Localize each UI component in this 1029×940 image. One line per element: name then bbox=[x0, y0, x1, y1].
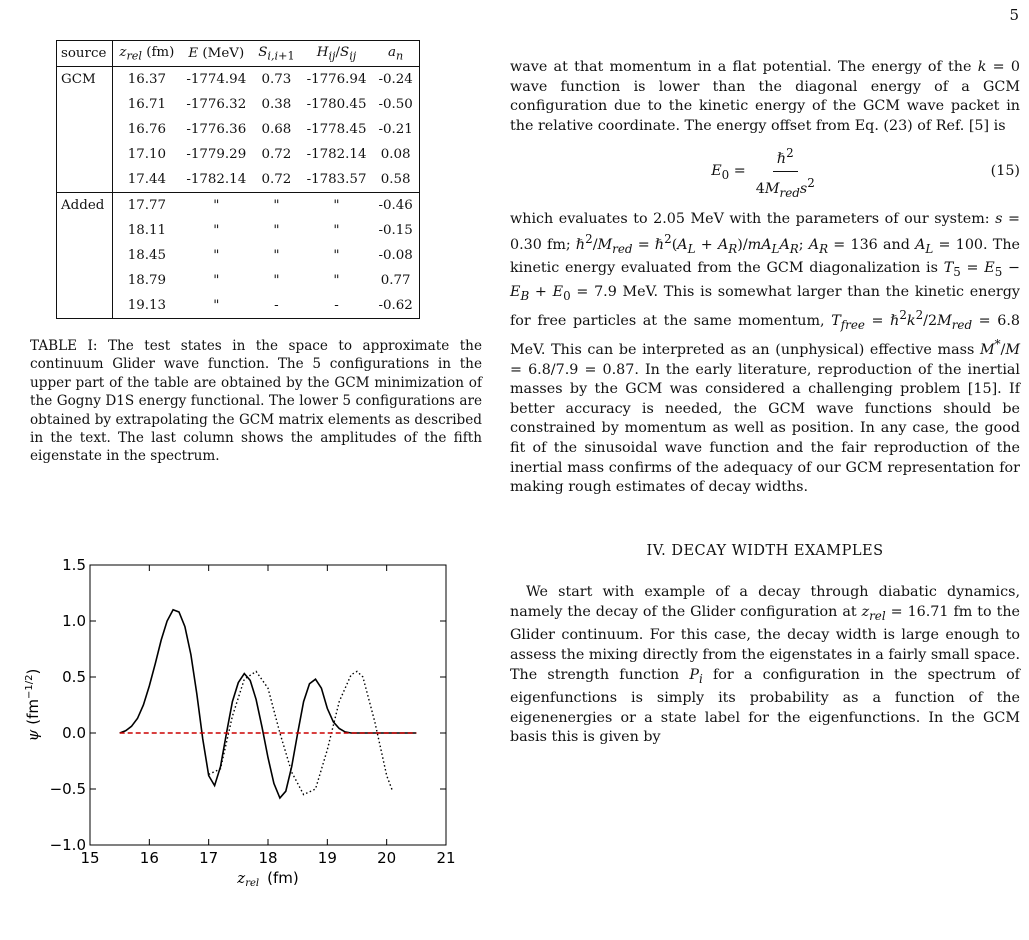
table-cell: - bbox=[301, 293, 373, 319]
paragraph-energy-offset: wave at that momentum in a flat potential. The energy of the k = 0 wave function is lower than the diagonal energy of a GCM configuration due to the kinetic energy of the GCM wave packet in the relative coordinate. The energy offset from Eq. (23) of Ref. [5] is bbox=[510, 59, 1020, 134]
table-header: $a_n$ bbox=[372, 41, 419, 67]
table-cell: " bbox=[333, 223, 340, 238]
table-header: $S_{i,i+1}$ bbox=[252, 41, 300, 67]
table-cell: -1776.36 bbox=[186, 122, 247, 137]
table-cell: -0.15 bbox=[372, 218, 419, 243]
y-tick-label: 1.5 bbox=[62, 556, 86, 574]
table-cell: 17.10 bbox=[127, 147, 167, 162]
table-cell: " bbox=[301, 193, 373, 219]
page-number: 5 bbox=[1009, 6, 1019, 24]
table-cell: -0.46 bbox=[372, 193, 419, 219]
table-cell: " bbox=[180, 193, 252, 219]
table-cell: " bbox=[180, 293, 252, 319]
table-cell: 18.79 bbox=[127, 273, 167, 288]
table-cell: 0.72 bbox=[261, 147, 292, 162]
x-tick-label: 15 bbox=[80, 849, 100, 867]
table-row bbox=[57, 243, 420, 268]
table-cell: 17.44 bbox=[127, 172, 167, 187]
table-cell: 16.71 bbox=[127, 97, 167, 112]
table-cell: 0.08 bbox=[372, 142, 419, 167]
table-cell: -1780.45 bbox=[306, 97, 367, 112]
y-tick-label: 0.0 bbox=[62, 724, 86, 742]
table-cell: " bbox=[273, 273, 280, 288]
table-cell: -0.50 bbox=[372, 92, 419, 117]
paragraph-kinetic-energy: which evaluates to 2.05 MeV with the parameters of our system: s = 0.30 fm; $\hbar^2/M_{red}$ = $\hbar^2(A_L + A_R)/mA_LA_R$; $A_R = 136$ and $A_L = 100$. The kinetic energy evaluated from the GCM diagonalization is $T_5 = E_5 - E_B + E_0 = 7.9$ MeV. This is somewhat larger than the kinetic energy for free particles at the same momentum, $T_{free}$ = $\hbar^2k^2/2M_{red} = 6.8$ MeV. This can be interpreted as an (unphysical) effective mass M*/M = 6.8/7.9 = 0.87. In the early literature, reproduction of the inertial masses by the GCM was considered a challenging problem [15]. If better accuracy is needed, the GCM wave functions should be constrained by momentum as well as position. In any case, the good fit of the sinusoidal wave function and the fair reproduction of the inertial mass confirms of the adequacy of our GCM representation for making rough estimates of decay widths. bbox=[510, 211, 1020, 496]
table-cell: 0.73 bbox=[261, 72, 292, 87]
table-cell: -0.24 bbox=[372, 67, 419, 93]
table-cell: 18.11 bbox=[127, 223, 167, 238]
equation-fraction bbox=[752, 144, 819, 204]
equation-number: (15) bbox=[990, 163, 1020, 180]
x-tick-label: 20 bbox=[377, 849, 397, 867]
table-cell: 18.45 bbox=[127, 248, 167, 263]
table-cell: -1783.57 bbox=[306, 172, 367, 187]
section-heading: IV. DECAY WIDTH EXAMPLES bbox=[646, 542, 884, 559]
x-tick-label: 18 bbox=[258, 849, 278, 867]
table-cell: " bbox=[213, 273, 220, 288]
right-column bbox=[510, 58, 1020, 748]
table-row bbox=[57, 268, 420, 293]
table-cell: -1776.32 bbox=[186, 97, 247, 112]
y-tick-label: 1.0 bbox=[62, 612, 86, 630]
table-cell: -1779.29 bbox=[186, 147, 247, 162]
table-cell: -0.08 bbox=[372, 243, 419, 268]
table-caption: TABLE I: The test states in the space to approximate the continuum Glider wave function. The 5 configurations in the upper part of the table are obtained by the GCM minimization of the Gogny D1S energy functional. The lower 5 configurations are obtained by extrapolating the GCM matrix elements as described in the text. The last column shows the amplitudes of the fifth eigenstate in the spectrum. bbox=[30, 338, 482, 465]
table-header: source bbox=[57, 41, 113, 67]
wavefunction-plot bbox=[18, 553, 458, 889]
table-row bbox=[57, 92, 420, 117]
x-tick-label: 17 bbox=[199, 849, 219, 867]
table-cell: -1776.94 bbox=[306, 72, 367, 87]
table-cell: " bbox=[252, 193, 300, 219]
table-cell: " bbox=[273, 223, 280, 238]
table-header: $H_{ij}/S_{ij}$ bbox=[301, 41, 373, 67]
table-cell: 17.77 bbox=[113, 193, 180, 219]
left-column bbox=[30, 40, 482, 466]
table-cell: " bbox=[213, 248, 220, 263]
x-tick-label: 21 bbox=[436, 849, 456, 867]
table-cell: " bbox=[273, 248, 280, 263]
table-cell: 19.13 bbox=[113, 293, 180, 319]
table-cell: -1782.14 bbox=[186, 172, 247, 187]
table-cell bbox=[57, 117, 113, 142]
table-cell bbox=[57, 167, 113, 193]
table-cell: " bbox=[333, 248, 340, 263]
table-header: E (MeV) bbox=[180, 41, 252, 67]
table-row bbox=[57, 142, 420, 167]
table-cell: -1782.14 bbox=[306, 147, 367, 162]
table-cell bbox=[57, 268, 113, 293]
table-row bbox=[57, 167, 420, 193]
table-cell: -1774.94 bbox=[186, 72, 247, 87]
table-cell bbox=[57, 218, 113, 243]
table-cell bbox=[57, 293, 113, 319]
table-cell: 0.38 bbox=[261, 97, 292, 112]
table-cell: 0.68 bbox=[261, 122, 292, 137]
table-cell: 0.72 bbox=[261, 172, 292, 187]
y-tick-label: 0.5 bbox=[62, 668, 86, 686]
table-row bbox=[57, 218, 420, 243]
table-cell: - bbox=[252, 293, 300, 319]
x-tick-label: 16 bbox=[139, 849, 159, 867]
table-cell: -0.21 bbox=[372, 117, 419, 142]
table-row bbox=[57, 117, 420, 142]
table-cell: Added bbox=[57, 193, 113, 219]
x-tick-label: 19 bbox=[317, 849, 337, 867]
table-row bbox=[57, 193, 420, 219]
y-axis-label: ψ $(fm^{-1/2})$ bbox=[24, 668, 42, 742]
table-cell bbox=[57, 92, 113, 117]
paragraph-decay-example: We start with example of a decay through diabatic dynamics, namely the decay of the Glider configuration at $z_{rel} = 16.71$ fm to the Glider continuum. For this case, the decay width is large enough to assess the mixing directly from the eigenstates in a fairly small space. The strength function $P_i$ for a configuration in the spectrum of eigenfunctions is simply its probability as a function of the eigenenergies or a state label for the eigenfunctions. In the GCM basis this is given by bbox=[510, 584, 1020, 746]
table-cell: " bbox=[213, 223, 220, 238]
table-cell bbox=[57, 142, 113, 167]
x-axis-label: $z_{rel}$ (fm) bbox=[237, 869, 299, 889]
table-header: $z_{rel}$ (fm) bbox=[113, 41, 180, 67]
table-cell: 16.76 bbox=[127, 122, 167, 137]
table-header-row bbox=[57, 41, 420, 67]
equation-lhs: $E_0$ = bbox=[711, 162, 746, 182]
table-body bbox=[57, 67, 420, 319]
table-cell: 0.58 bbox=[372, 167, 419, 193]
equation-denominator: $4M_{red}s^2$ bbox=[755, 175, 815, 200]
table-cell: -0.62 bbox=[372, 293, 419, 319]
y-tick-label: −0.5 bbox=[49, 780, 86, 798]
equation-15 bbox=[510, 142, 1020, 204]
table-cell: 16.37 bbox=[127, 72, 167, 87]
table-cell: GCM bbox=[57, 67, 113, 93]
table-cell: -1778.45 bbox=[306, 122, 367, 137]
table-cell: " bbox=[333, 273, 340, 288]
table-cell: 0.77 bbox=[372, 268, 419, 293]
table-row bbox=[57, 293, 420, 319]
y-tick-label: −1.0 bbox=[49, 836, 86, 854]
table-cell bbox=[57, 243, 113, 268]
table-row bbox=[57, 67, 420, 93]
data-table bbox=[56, 40, 420, 319]
equation-numerator: ℏ$^2$ bbox=[773, 144, 798, 172]
